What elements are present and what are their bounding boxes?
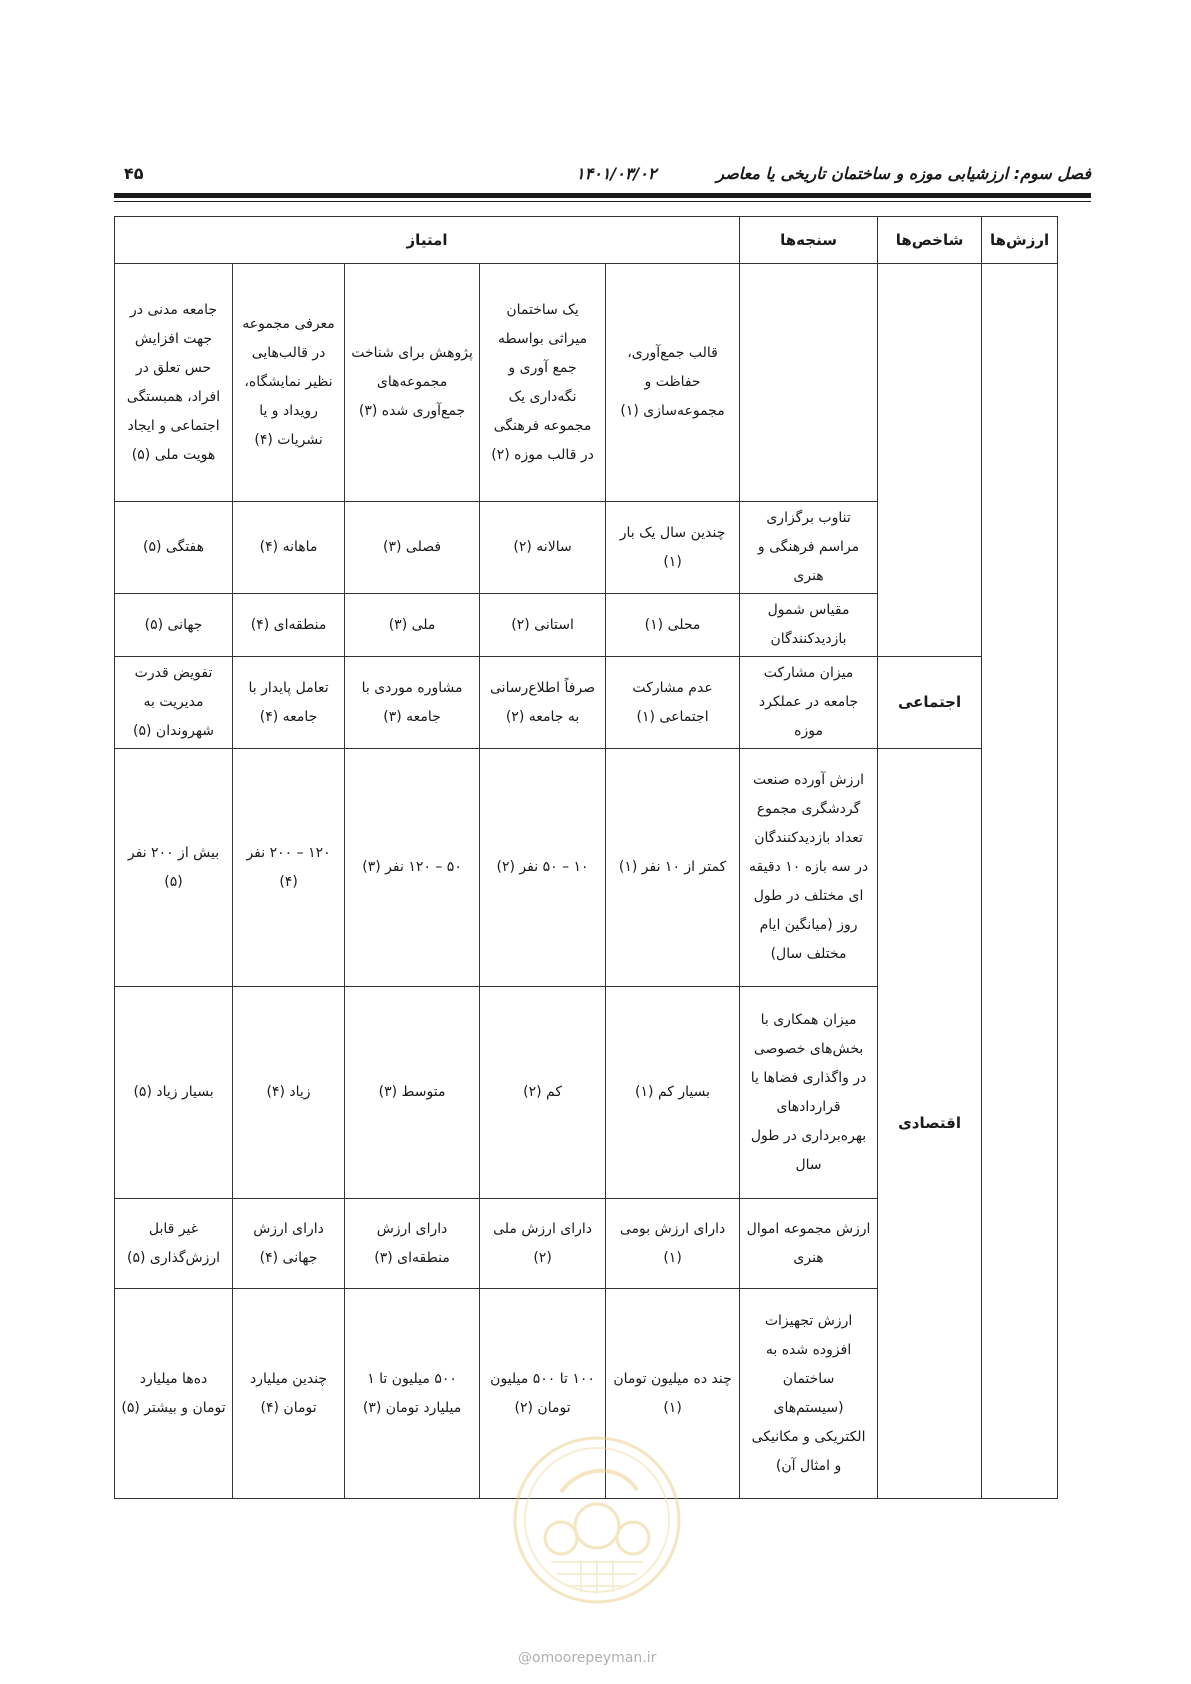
score-cell: جهانی (۵) [115,594,233,657]
score-cell: دارای ارزش بومی (۱) [606,1199,740,1289]
score-cell: بیش از ۲۰۰ نفر (۵) [115,749,233,987]
header-indicators: شاخص‌ها [878,217,982,264]
score-cell: یک ساختمان میراثی بواسطه جمع آوری و نگه‌داری یک مجموعه فرهنگی در قالب موزه (۲) [480,264,606,502]
score-cell: ۱۰ – ۵۰ نفر (۲) [480,749,606,987]
score-cell: جامعه مدنی در جهت افزایش حس تعلق در افراد، همبستگی اجتماعی و ایجاد هویت ملی (۵) [115,264,233,502]
score-cell: دارای ارزش منطقه‌ای (۳) [345,1199,480,1289]
indicator-cell-blank [878,264,982,657]
score-cell: ۱۲۰ – ۲۰۰ نفر (۴) [233,749,345,987]
score-cell: کمتر از ۱۰ نفر (۱) [606,749,740,987]
measure-cell: تناوب برگزاری مراسم فرهنگی و هنری [740,502,878,594]
chapter-title: فصل سوم: ارزشیابی موزه و ساختمان تاریخی یا معاصر [716,164,1091,183]
header-date: ۱۴۰۱/۰۳/۰۲ [576,164,657,183]
measure-cell: مقیاس شمول بازدیدکنندگان [740,594,878,657]
score-cell: غیر قابل ارزش‌گذاری (۵) [115,1199,233,1289]
score-cell: صرفاً اطلاع‌رسانی به جامعه (۲) [480,657,606,749]
header-score: امتیاز [115,217,740,264]
score-cell: تفویض قدرت مدیریت به شهروندان (۵) [115,657,233,749]
indicator-economic: اقتصادی [878,749,982,1499]
score-cell: دارای ارزش ملی (۲) [480,1199,606,1289]
table-row [115,264,1058,502]
values-cell [982,264,1058,1499]
score-cell: فصلی (۳) [345,502,480,594]
evaluation-table [114,216,1058,1499]
score-cell: ۵۰۰ میلیون تا ۱ میلیارد تومان (۳) [345,1289,480,1499]
score-cell: سالانه (۲) [480,502,606,594]
score-cell: هفتگی (۵) [115,502,233,594]
table-header-row [115,217,1058,264]
score-cell: زیاد (۴) [233,987,345,1199]
site-url: @omoorepeyman.ir [518,1650,657,1666]
measure-cell: ارزش مجموعه اموال هنری [740,1199,878,1289]
score-cell: تعامل پایدار با جامعه (۴) [233,657,345,749]
score-cell: منطقه‌ای (۴) [233,594,345,657]
score-cell: معرفی مجموعه در قالب‌هایی نظیر نمایشگاه، رویداد و یا نشریات (۴) [233,264,345,502]
header-rule-thick [114,193,1091,198]
score-cell: چند ده میلیون تومان (۱) [606,1289,740,1499]
score-cell: عدم مشارکت اجتماعی (۱) [606,657,740,749]
score-cell: بسیار کم (۱) [606,987,740,1199]
score-cell: متوسط (۳) [345,987,480,1199]
score-cell: محلی (۱) [606,594,740,657]
table-row [115,749,1058,987]
score-cell: پژوهش برای شناخت مجموعه‌های جمع‌آوری شده (۳) [345,264,480,502]
page-header [116,160,1091,190]
header-values: ارزش‌ها [982,217,1058,264]
score-cell: ماهانه (۴) [233,502,345,594]
header-measures: سنجه‌ها [740,217,878,264]
score-cell: ده‌ها میلیارد تومان و بیشتر (۵) [115,1289,233,1499]
header-rule-thin [114,201,1091,202]
score-cell: ملی (۳) [345,594,480,657]
measure-cell [740,264,878,502]
score-cell: بسیار زیاد (۵) [115,987,233,1199]
score-cell: چندین سال یک بار (۱) [606,502,740,594]
score-cell: دارای ارزش جهانی (۴) [233,1199,345,1289]
indicator-social: اجتماعی [878,657,982,749]
score-cell: کم (۲) [480,987,606,1199]
measure-cell: میزان مشارکت جامعه در عملکرد موزه [740,657,878,749]
measure-cell: میزان همکاری با بخش‌های خصوصی در واگذاری فضاها یا قراردادهای بهره‌برداری در طول سال [740,987,878,1199]
score-cell: استانی (۲) [480,594,606,657]
score-cell: مشاوره موردی با جامعه (۳) [345,657,480,749]
measure-cell: ارزش آورده صنعت گردشگری مجموع تعداد بازدیدکنندگان در سه بازه ۱۰ دقیقه ای مختلف در طول روز (میانگین ایام مختلف سال) [740,749,878,987]
page-number: ۴۵ [124,164,144,183]
score-cell: ۱۰۰ تا ۵۰۰ میلیون تومان (۲) [480,1289,606,1499]
watermark-logo [511,1434,683,1606]
score-cell: قالب جمع‌آوری، حفاظت و مجموعه‌سازی (۱) [606,264,740,502]
score-cell: ۵۰ – ۱۲۰ نفر (۳) [345,749,480,987]
table-row [115,657,1058,749]
score-cell: چندین میلیارد تومان (۴) [233,1289,345,1499]
measure-cell: ارزش تجهیزات افزوده شده به ساختمان (سیستم‌های الکتریکی و مکانیکی و امثال آن) [740,1289,878,1499]
